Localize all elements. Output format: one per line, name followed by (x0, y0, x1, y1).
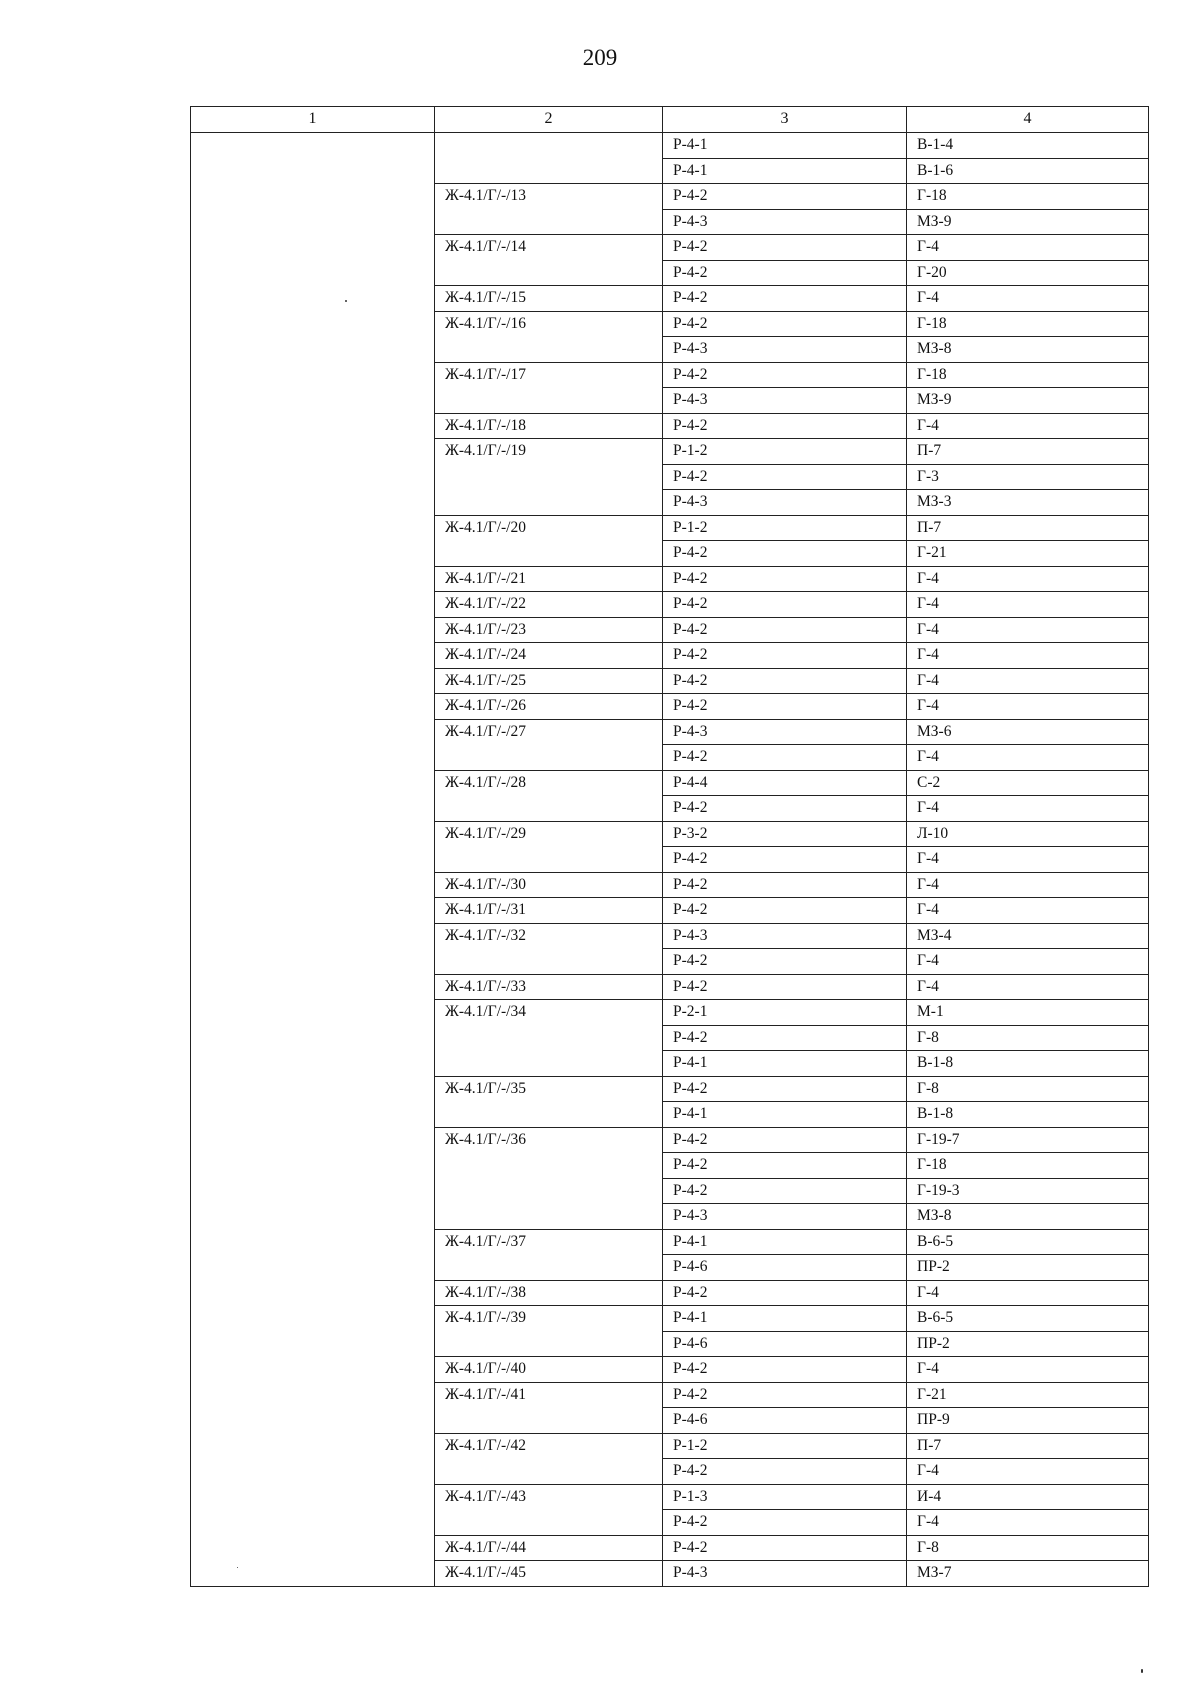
section-code-cell: Р-4-6 (663, 1331, 907, 1357)
reference-code-cell: П-7 (907, 1433, 1149, 1459)
reference-code-cell: С-2 (907, 770, 1149, 796)
section-code-cell: Р-4-2 (663, 1382, 907, 1408)
section-code-cell: Р-4-2 (663, 260, 907, 286)
section-code-cell: Р-4-2 (663, 541, 907, 567)
section-code-cell: Р-4-3 (663, 209, 907, 235)
section-code-cell: Р-4-4 (663, 770, 907, 796)
object-code-cell: Ж-4.1/Г/-/29 (435, 821, 663, 872)
section-code-cell: Р-4-2 (663, 1357, 907, 1383)
object-code-cell: Ж-4.1/Г/-/22 (435, 592, 663, 618)
section-code-cell: Р-4-2 (663, 286, 907, 312)
reference-code-cell: Г-8 (907, 1076, 1149, 1102)
reference-code-cell: Г-4 (907, 898, 1149, 924)
object-code-cell: Ж-4.1/Г/-/32 (435, 923, 663, 974)
reference-code-cell: Г-4 (907, 1510, 1149, 1536)
section-code-cell: Р-4-3 (663, 337, 907, 363)
reference-code-cell: В-1-4 (907, 133, 1149, 159)
reference-code-cell: М-1 (907, 1000, 1149, 1026)
data-table (190, 106, 1149, 1587)
section-code-cell: Р-4-2 (663, 1280, 907, 1306)
reference-code-cell: В-6-5 (907, 1229, 1149, 1255)
object-code-cell: Ж-4.1/Г/-/36 (435, 1127, 663, 1229)
object-code-cell: Ж-4.1/Г/-/26 (435, 694, 663, 720)
section-code-cell: Р-4-3 (663, 719, 907, 745)
section-code-cell: Р-4-2 (663, 235, 907, 261)
reference-code-cell: И-4 (907, 1484, 1149, 1510)
section-code-cell: Р-4-1 (663, 158, 907, 184)
section-code-cell: Р-4-1 (663, 133, 907, 159)
reference-code-cell: Г-20 (907, 260, 1149, 286)
reference-code-cell: Г-4 (907, 745, 1149, 771)
section-code-cell: Р-1-3 (663, 1484, 907, 1510)
section-code-cell: Р-4-1 (663, 1306, 907, 1332)
section-code-cell: Р-4-2 (663, 949, 907, 975)
object-code-cell: Ж-4.1/Г/-/42 (435, 1433, 663, 1484)
section-code-cell: Р-4-2 (663, 566, 907, 592)
reference-code-cell: Г-19-7 (907, 1127, 1149, 1153)
section-code-cell: Р-4-2 (663, 694, 907, 720)
object-code-cell: Ж-4.1/Г/-/17 (435, 362, 663, 413)
reference-code-cell: В-1-6 (907, 158, 1149, 184)
object-code-cell: Ж-4.1/Г/-/20 (435, 515, 663, 566)
section-code-cell: Р-4-1 (663, 1102, 907, 1128)
object-code-cell: Ж-4.1/Г/-/33 (435, 974, 663, 1000)
section-code-cell: Р-4-2 (663, 1535, 907, 1561)
reference-code-cell: Г-4 (907, 617, 1149, 643)
section-code-cell: Р-4-2 (663, 617, 907, 643)
section-code-cell: Р-4-2 (663, 1459, 907, 1485)
object-code-cell: Ж-4.1/Г/-/41 (435, 1382, 663, 1433)
reference-code-cell: Г-4 (907, 847, 1149, 873)
header-col-3: 3 (663, 107, 907, 133)
section-code-cell: Р-4-2 (663, 592, 907, 618)
header-row (191, 107, 1149, 133)
reference-code-cell: Г-21 (907, 1382, 1149, 1408)
reference-code-cell: МЗ-8 (907, 337, 1149, 363)
reference-code-cell: Г-4 (907, 949, 1149, 975)
object-code-cell: Ж-4.1/Г/-/21 (435, 566, 663, 592)
object-code-cell: Ж-4.1/Г/-/18 (435, 413, 663, 439)
reference-code-cell: Г-4 (907, 643, 1149, 669)
section-code-cell: Р-1-2 (663, 439, 907, 465)
section-code-cell: Р-4-2 (663, 847, 907, 873)
reference-code-cell: ПР-9 (907, 1408, 1149, 1434)
reference-code-cell: Г-4 (907, 286, 1149, 312)
section-code-cell: Р-4-2 (663, 974, 907, 1000)
section-code-cell: Р-4-2 (663, 796, 907, 822)
header-col-4: 4 (907, 107, 1149, 133)
scan-speck (1141, 1669, 1143, 1673)
reference-code-cell: Г-4 (907, 1357, 1149, 1383)
reference-code-cell: Г-4 (907, 694, 1149, 720)
object-code-cell: Ж-4.1/Г/-/15 (435, 286, 663, 312)
reference-code-cell: Г-18 (907, 1153, 1149, 1179)
section-code-cell: Р-4-2 (663, 1153, 907, 1179)
object-code-cell (435, 133, 663, 184)
section-code-cell: Р-4-3 (663, 1561, 907, 1587)
section-code-cell: Р-4-3 (663, 388, 907, 414)
object-code-cell: Ж-4.1/Г/-/28 (435, 770, 663, 821)
section-code-cell: Р-4-2 (663, 745, 907, 771)
reference-code-cell: ПР-2 (907, 1255, 1149, 1281)
column-1-empty-cell (191, 133, 435, 1587)
section-code-cell: Р-4-6 (663, 1408, 907, 1434)
object-code-cell: Ж-4.1/Г/-/43 (435, 1484, 663, 1535)
object-code-cell: Ж-4.1/Г/-/34 (435, 1000, 663, 1077)
section-code-cell: Р-4-2 (663, 898, 907, 924)
section-code-cell: Р-4-2 (663, 413, 907, 439)
table-body (191, 133, 1149, 1587)
reference-code-cell: Г-4 (907, 1459, 1149, 1485)
object-code-cell: Ж-4.1/Г/-/38 (435, 1280, 663, 1306)
section-code-cell: Р-4-2 (663, 643, 907, 669)
section-code-cell: Р-4-2 (663, 668, 907, 694)
object-code-cell: Ж-4.1/Г/-/25 (435, 668, 663, 694)
section-code-cell: Р-4-2 (663, 1076, 907, 1102)
object-code-cell: Ж-4.1/Г/-/23 (435, 617, 663, 643)
section-code-cell: Р-4-6 (663, 1255, 907, 1281)
table-row (191, 133, 1149, 159)
reference-code-cell: МЗ-8 (907, 1204, 1149, 1230)
reference-code-cell: Г-4 (907, 566, 1149, 592)
reference-code-cell: МЗ-9 (907, 209, 1149, 235)
reference-code-cell: Г-4 (907, 1280, 1149, 1306)
object-code-cell: Ж-4.1/Г/-/30 (435, 872, 663, 898)
reference-code-cell: Г-4 (907, 668, 1149, 694)
section-code-cell: Р-4-1 (663, 1229, 907, 1255)
reference-code-cell: Г-8 (907, 1025, 1149, 1051)
reference-code-cell: Г-4 (907, 592, 1149, 618)
section-code-cell: Р-4-2 (663, 872, 907, 898)
section-code-cell: Р-4-3 (663, 923, 907, 949)
reference-code-cell: В-6-5 (907, 1306, 1149, 1332)
reference-code-cell: Г-18 (907, 311, 1149, 337)
reference-code-cell: Г-4 (907, 235, 1149, 261)
header-col-2: 2 (435, 107, 663, 133)
section-code-cell: Р-4-2 (663, 184, 907, 210)
object-code-cell: Ж-4.1/Г/-/45 (435, 1561, 663, 1587)
section-code-cell: Р-4-2 (663, 1510, 907, 1536)
reference-code-cell: Г-3 (907, 464, 1149, 490)
reference-code-cell: Г-4 (907, 872, 1149, 898)
object-code-cell: Ж-4.1/Г/-/31 (435, 898, 663, 924)
reference-code-cell: П-7 (907, 515, 1149, 541)
scan-speck (345, 300, 347, 302)
section-code-cell: Р-4-2 (663, 362, 907, 388)
section-code-cell: Р-1-2 (663, 515, 907, 541)
object-code-cell: Ж-4.1/Г/-/14 (435, 235, 663, 286)
object-code-cell: Ж-4.1/Г/-/35 (435, 1076, 663, 1127)
reference-code-cell: МЗ-7 (907, 1561, 1149, 1587)
section-code-cell: Р-4-2 (663, 311, 907, 337)
reference-code-cell: ПР-2 (907, 1331, 1149, 1357)
reference-code-cell: Г-4 (907, 413, 1149, 439)
reference-code-cell: МЗ-9 (907, 388, 1149, 414)
scan-speck (237, 1567, 238, 1568)
section-code-cell: Р-4-2 (663, 1025, 907, 1051)
section-code-cell: Р-4-3 (663, 1204, 907, 1230)
section-code-cell: Р-4-2 (663, 1127, 907, 1153)
reference-code-cell: Г-19-3 (907, 1178, 1149, 1204)
section-code-cell: Р-4-2 (663, 1178, 907, 1204)
section-code-cell: Р-4-3 (663, 490, 907, 516)
page-number: 209 (582, 45, 618, 70)
reference-code-cell: В-1-8 (907, 1102, 1149, 1128)
section-code-cell: Р-3-2 (663, 821, 907, 847)
object-code-cell: Ж-4.1/Г/-/40 (435, 1357, 663, 1383)
section-code-cell: Р-4-2 (663, 464, 907, 490)
object-code-cell: Ж-4.1/Г/-/37 (435, 1229, 663, 1280)
header-col-1: 1 (191, 107, 435, 133)
section-code-cell: Р-2-1 (663, 1000, 907, 1026)
reference-code-cell: Г-4 (907, 974, 1149, 1000)
object-code-cell: Ж-4.1/Г/-/16 (435, 311, 663, 362)
reference-code-cell: В-1-8 (907, 1051, 1149, 1077)
section-code-cell: Р-4-1 (663, 1051, 907, 1077)
reference-code-cell: Г-18 (907, 184, 1149, 210)
reference-code-cell: П-7 (907, 439, 1149, 465)
reference-code-cell: Г-18 (907, 362, 1149, 388)
reference-code-cell: Л-10 (907, 821, 1149, 847)
reference-code-cell: Г-8 (907, 1535, 1149, 1561)
object-code-cell: Ж-4.1/Г/-/39 (435, 1306, 663, 1357)
object-code-cell: Ж-4.1/Г/-/19 (435, 439, 663, 516)
object-code-cell: Ж-4.1/Г/-/24 (435, 643, 663, 669)
reference-code-cell: Г-4 (907, 796, 1149, 822)
object-code-cell: Ж-4.1/Г/-/44 (435, 1535, 663, 1561)
object-code-cell: Ж-4.1/Г/-/13 (435, 184, 663, 235)
section-code-cell: Р-1-2 (663, 1433, 907, 1459)
object-code-cell: Ж-4.1/Г/-/27 (435, 719, 663, 770)
reference-code-cell: Г-21 (907, 541, 1149, 567)
reference-code-cell: МЗ-4 (907, 923, 1149, 949)
reference-code-cell: МЗ-6 (907, 719, 1149, 745)
reference-code-cell: МЗ-3 (907, 490, 1149, 516)
